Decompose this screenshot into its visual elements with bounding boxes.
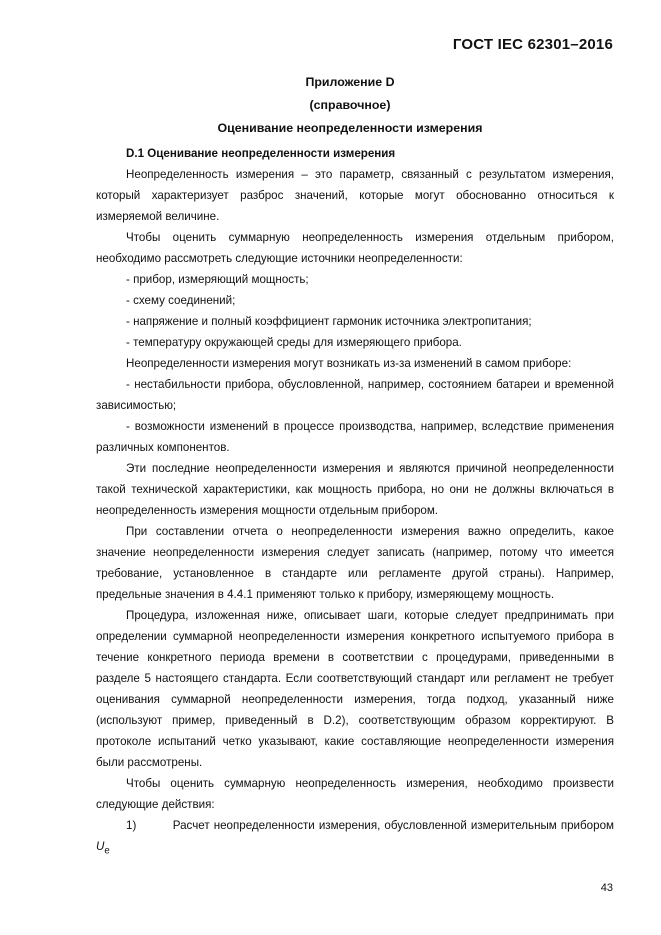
step-item (96, 815, 614, 861)
step-text: Расчет неопределенности измерения, обусловленной измерительным прибором (172, 819, 614, 832)
list-item: - возможности изменений в процессе производства, например, вследствие применения различных компонентов. (96, 420, 614, 454)
step-symbol-subscript: e (104, 845, 110, 857)
appendix-title: Приложение D (305, 75, 395, 89)
paragraph: Чтобы оценить суммарную неопределенность измерения отдельным прибором, необходимо рассмотреть следующие источники неопределенности: (96, 231, 614, 265)
list-item: - нестабильности прибора, обусловленной, например, состоянием батареи и временной зависимостью; (96, 378, 614, 412)
step-number: 1) (126, 819, 137, 832)
page-number: 43 (600, 882, 613, 894)
list-item: - напряжение и полный коэффициент гармоник источника электропитания; (126, 315, 532, 328)
document-body (96, 143, 614, 861)
standard-header: ГОСТ IEC 62301–2016 (452, 36, 613, 53)
paragraph: Процедура, изложенная ниже, описывает шаги, которые следует предпринимать при определении суммарной неопределенности измерения конкретного испытуемого прибора в течение конкретного периода времени в соответствии с процедурами, приведенными в разделе 5 настоящего стандарта. Если соответствующий стандарт или регламент не требует оценивания суммарной неопределенности измерения, тогда подход, указанный ниже (используют пример, приведенный в D.2), соответствующим образом корректируют. В протоколе испытаний четко указывают, какие составляющие неопределенности измерения были рассмотрены. (96, 609, 614, 769)
step-symbol: U (96, 840, 105, 853)
appendix-kind: (справочное) (309, 98, 391, 112)
list-item: - температуру окружающей среды для измеряющего прибора. (126, 336, 462, 349)
list-item: - прибор, измеряющий мощность; (126, 273, 309, 286)
paragraph: При составлении отчета о неопределенности измерения важно определить, какое значение неопределенности измерения следует записать (например, потому что имеется требование, установленное в стандарте или регламенте другой страны). Например, предельные значения в 4.4.1 применяют только к прибору, измеряющему мощность. (96, 525, 614, 601)
paragraph: Неопределенности измерения могут возникать из-за изменений в самом приборе: (126, 357, 572, 370)
paragraph: Чтобы оценить суммарную неопределенность измерения, необходимо произвести следующие действия: (96, 777, 614, 811)
paragraph: Эти последние неопределенности измерения и являются причиной неопределенности такой технической характеристики, как мощность прибора, но они не должны включаться в неопределенность измерения мощности отдельным прибором. (96, 462, 614, 517)
section-heading: D.1 Оценивание неопределенности измерения (126, 147, 396, 160)
list-item: - схему соединений; (126, 294, 236, 307)
appendix-heading: Оценивание неопределенности измерения (217, 121, 483, 135)
paragraph: Неопределенность измерения – это параметр, связанный с результатом измерения, который характеризует разброс значений, которые могут обоснованно относиться к измеряемой величине. (96, 168, 614, 223)
